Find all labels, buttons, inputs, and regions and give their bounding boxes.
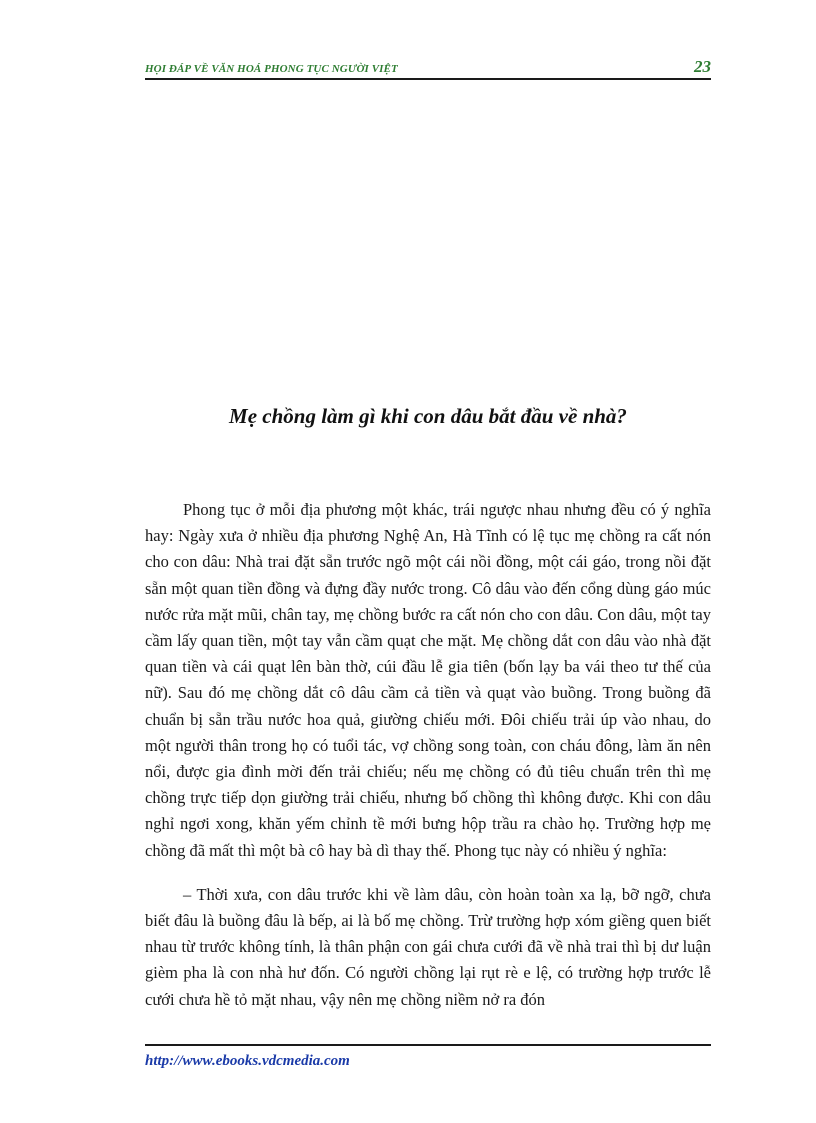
article-title: Mẹ chồng làm gì khi con dâu bắt đầu về nhà? [229, 404, 627, 428]
page-header [145, 52, 711, 80]
article-body [145, 497, 711, 1013]
footer-divider [145, 1044, 711, 1046]
body-paragraph: Phong tục ở mỗi địa phương một khác, trái ngược nhau nhưng đều có ý nghĩa hay: Ngày xưa ở nhiều địa phương Nghệ An, Hà Tĩnh có lệ tục mẹ chồng ra cất nón cho con dâu: Nhà trai đặt sẵn trước ngõ một cái nồi đồng, một cái gáo, trong nồi đặt sẵn một quan tiền đồng và đựng đầy nước trong. Cô dâu vào đến cổng dùng gáo múc nước rửa mặt mũi, chân tay, mẹ chồng bước ra cất nón cho con dâu. Con dâu, một tay cầm lấy quan tiền, một tay vẫn cầm quạt che mặt. Mẹ chồng dắt con dâu vào nhà đặt quan tiền và cái quạt lên bàn thờ, cúi đầu lễ gia tiên (bốn lạy ba vái theo tư thế của nữ). Sau đó mẹ chồng dắt cô dâu cầm cả tiền và quạt vào buồng. Trong buồng đã chuẩn bị sẵn trầu nước hoa quả, giường chiếu mới. Đôi chiếu trải úp vào nhau, do một người thân trong họ có tuổi tác, vợ chồng song toàn, con cháu đông, làm ăn nên nổi, được gia đình mời đến trải chiếu; nếu mẹ chồng có đủ tiêu chuẩn trên thì mẹ chồng trực tiếp dọn giường trải chiếu, nhưng bố chồng thì không được. Khi con dâu nghỉ ngơi xong, khăn yếm chỉnh tề mới bưng hộp trầu ra chào họ. Trường hợp mẹ chồng đã mất thì một bà cô hay bà dì thay thế. Phong tục này có nhiều ý nghĩa: [145, 500, 711, 860]
footer-link[interactable]: http://www.ebooks.vdcmedia.com [145, 1053, 350, 1069]
body-paragraph: – Thời xưa, con dâu trước khi về làm dâu, còn hoàn toàn xa lạ, bỡ ngỡ, chưa biết đâu là buồng đâu là bếp, ai là bố mẹ chồng. Trừ trường hợp xóm giềng quen biết nhau từ trước không tính, là thân phận con gái chưa cưới đã về nhà trai thì bị dư luận gièm pha là con nhà hư đốn. Có người chồng lại rụt rè e lệ, có trường hợp trước lễ cưới chưa hề tỏ mặt nhau, vậy nên mẹ chồng niềm nở ra đón [145, 884, 711, 1009]
running-title: HỌI ĐÁP VỀ VĂN HOÁ PHONG TỤC NGƯỜI VIỆT [145, 63, 398, 75]
page-number: 23 [694, 57, 711, 76]
